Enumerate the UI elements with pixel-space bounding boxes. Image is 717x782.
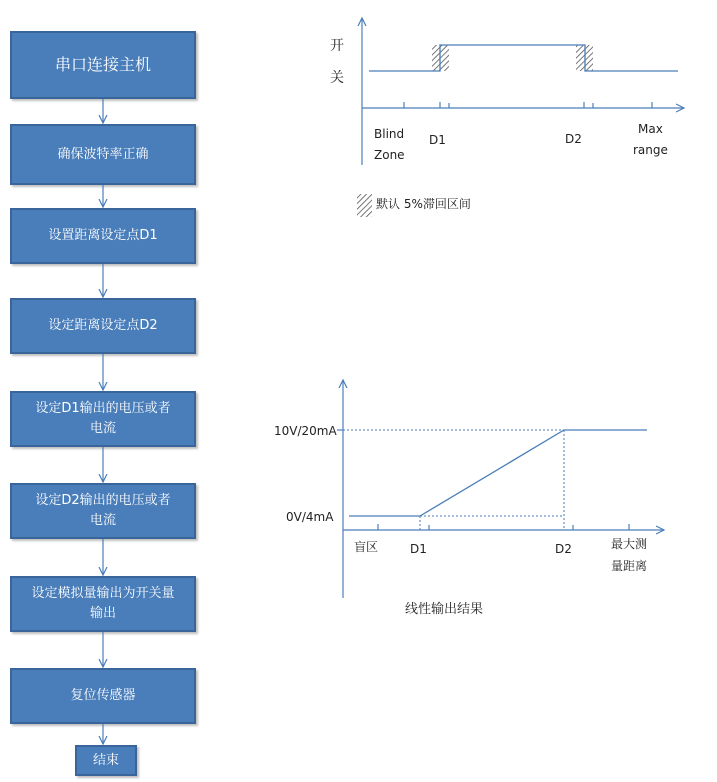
blind-zone-label-2: Zone: [374, 148, 405, 162]
legend-hatch-swatch: [357, 194, 372, 217]
linear-caption: 线性输出结果: [405, 602, 484, 617]
blind-zone-label-1: Blind: [374, 127, 405, 141]
step-set-d1: 设置距离设定点D1: [10, 208, 196, 264]
legend-label: 默认 5%滞回区间: [376, 197, 471, 211]
step-set-d1-output: 设定D1输出的电压或者 电流: [10, 391, 196, 447]
max-range-label-1: Max: [638, 122, 663, 136]
y-low-label: 0V/4mA: [286, 510, 334, 524]
reference-dashes: [343, 430, 564, 530]
linear-output-line: [349, 430, 647, 516]
switch-chart: [330, 18, 684, 217]
step-set-switch-output: 设定模拟量输出为开关量 输出: [10, 576, 196, 632]
switch-signal-line: [369, 45, 678, 71]
d2-label: D2: [565, 132, 582, 146]
d1-label: D1: [429, 133, 446, 147]
step-connect-host: 串口连接主机: [10, 31, 196, 99]
max-range-label-2: 量距离: [611, 559, 648, 573]
max-range-label-1: 最大测: [611, 537, 648, 551]
step-reset-sensor: 复位传感器: [10, 668, 196, 724]
d1-label: D1: [410, 542, 427, 556]
step-set-d2: 设定距离设定点D2: [10, 298, 196, 354]
step-set-d2-output: 设定D2输出的电压或者 电流: [10, 483, 196, 539]
blind-zone-label: 盲区: [354, 540, 379, 554]
x-ticks: [337, 430, 629, 530]
step-check-baud: 确保波特率正确: [10, 124, 196, 185]
y-label-on: 开: [330, 38, 344, 54]
step-end: 结束: [75, 745, 137, 776]
y-high-label: 10V/20mA: [274, 424, 337, 438]
x-ticks: [404, 102, 652, 108]
linear-chart: [274, 380, 664, 617]
y-label-off: 关: [330, 70, 344, 86]
d2-label: D2: [555, 542, 572, 556]
max-range-label-2: range: [633, 143, 668, 157]
